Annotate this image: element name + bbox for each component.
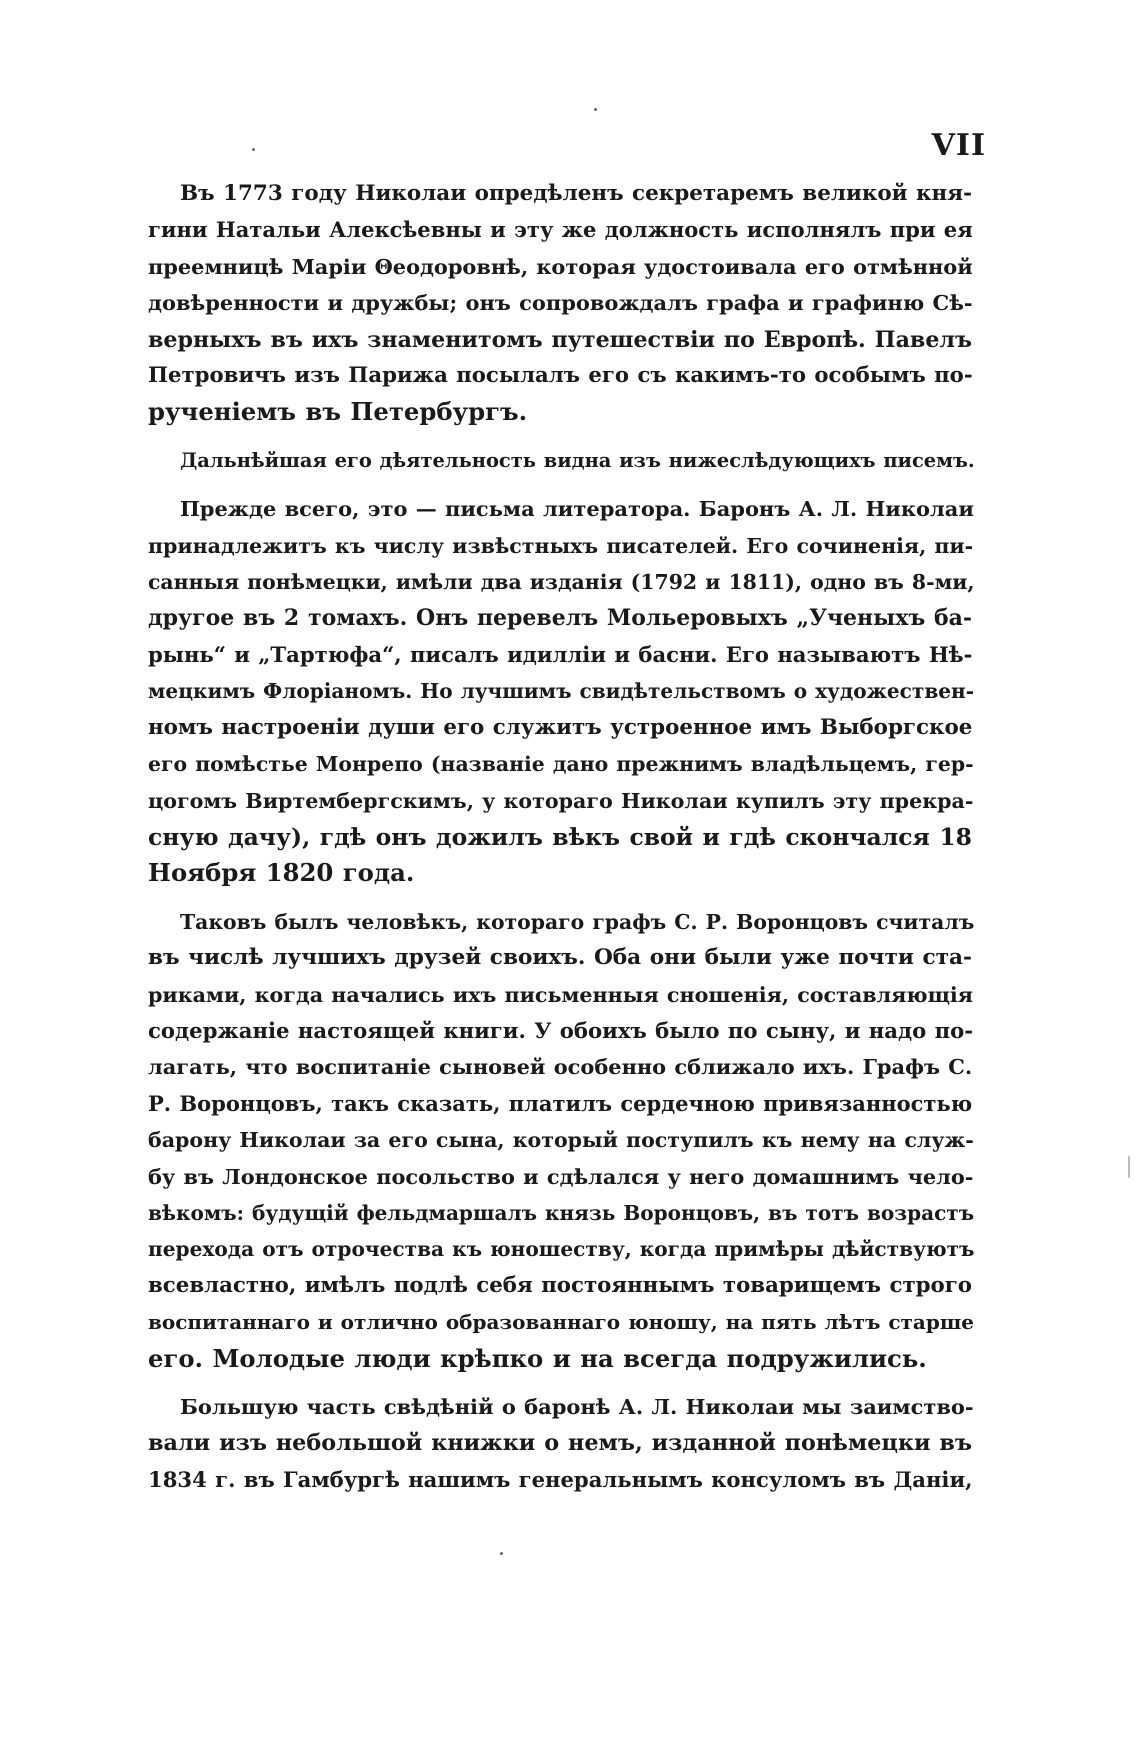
text-line: 1834 г. въ Гамбургѣ нашимъ генеральнымъ консуломъ въ Даніи, xyxy=(148,1466,973,1492)
text-line: номъ настроеніи души его служитъ устроенное имъ Выборгское xyxy=(148,714,973,740)
text-line: Таковъ былъ человѣкъ, котораго графъ С. Р. Воронцовъ считалъ xyxy=(180,909,975,934)
text-line: бу въ Лондонское посольство и сдѣлался у него домашнимъ чело- xyxy=(148,1163,974,1189)
text-line: Большую часть свѣдѣній о баронѣ А. Л. Николаи мы заимство- xyxy=(180,1394,974,1419)
paragraph xyxy=(116,443,975,479)
print-speck xyxy=(594,108,597,111)
text-line: Прежде всего, это — письма литератора. Баронъ А. Л. Николаи xyxy=(180,496,974,522)
text-line: довѣренности и дружбы; онъ сопровождалъ графа и графиню Сѣ- xyxy=(148,290,973,316)
text-line: другое въ 2 томахъ. Онъ перевелъ Мольеровыхъ „Ученыхъ ба- xyxy=(148,605,972,632)
paragraph xyxy=(116,491,975,891)
text-line: содержаніе настоящей книги. У обоихъ было по сыну, и надо по- xyxy=(148,1017,974,1043)
text-line: принадлежитъ къ числу извѣстныхъ писателей. Его сочиненія, пи- xyxy=(148,533,974,558)
text-line: его помѣстье Монрепо (названіе дано прежнимъ владѣльцемъ, гер- xyxy=(148,752,974,777)
text-line: вали изъ небольшой книжки о немъ, изданной понѣмецки въ xyxy=(148,1430,972,1457)
paragraph xyxy=(116,904,975,1377)
print-speck xyxy=(1128,1156,1130,1178)
paragraph xyxy=(116,176,972,431)
print-speck xyxy=(500,1552,503,1555)
text-line: барону Николаи за его сына, который поступилъ къ нему на служ- xyxy=(148,1128,974,1153)
text-line: преемницѣ Маріи Θеодоровнѣ, которая удостоивала его отмѣнной xyxy=(148,253,973,279)
text-line: цогомъ Виртембергскимъ, у котораго Николаи купилъ эту прекра- xyxy=(148,788,974,813)
text-line: мецкимъ Флоріаномъ. Но лучшимъ свидѣтельствомъ о художествен- xyxy=(148,679,975,704)
text-line: рынь“ и „Тартюфа“, писалъ идилліи и басни. Его называютъ Нѣ- xyxy=(148,641,973,667)
text-line: гини Натальи Алексѣевны и эту же должность исполнялъ при ея xyxy=(148,217,973,243)
text-line: его. Молодые люди крѣпко и на всегда подружились. xyxy=(148,1343,927,1373)
body-text xyxy=(116,176,975,1510)
text-line: Р. Воронцовъ, такъ сказать, платилъ сердечною привязанностью xyxy=(148,1090,973,1116)
text-line: сную дачу), гдѣ онъ дожилъ вѣкъ свой и гдѣ скончался 18 xyxy=(148,822,972,851)
text-line: въ числѣ лучшихъ друзей своихъ. Оба они были уже почти ста- xyxy=(148,945,972,971)
text-line: Петровичъ изъ Парижа посылалъ его съ какимъ-то особымъ по- xyxy=(148,363,973,389)
text-line: санныя понѣмецки, имѣли два изданія (1792 и 1811), одно въ 8-ми, xyxy=(148,570,975,595)
text-line: вѣкомъ: будущій фельдмаршалъ князь Воронцовъ, въ тотъ возрастъ xyxy=(148,1200,975,1225)
paragraph xyxy=(116,1389,972,1498)
text-line: Ноября 1820 года. xyxy=(148,858,415,888)
text-line: лагать, что воспитаніе сыновей особенно сближало ихъ. Графъ С. xyxy=(148,1054,973,1080)
print-speck xyxy=(252,148,255,151)
text-line: Дальнѣйшая его дѣятельность видна изъ нижеслѣдующихъ писемъ. xyxy=(180,448,975,472)
text-line: Въ 1773 году Николаи опредѣленъ секретаремъ великой кня- xyxy=(180,181,973,206)
text-line: воспитаннаго и отлично образованнаго юношу, на пять лѣтъ старше xyxy=(148,1310,975,1335)
text-line: перехода отъ отрочества къ юношеству, когда примѣры дѣйствуютъ xyxy=(148,1237,975,1262)
page-number: VII xyxy=(931,128,986,163)
text-line: рученіемъ въ Петербургъ. xyxy=(148,397,528,427)
text-line: верныхъ въ ихъ знаменитомъ путешествіи по Европѣ. Павелъ xyxy=(148,326,972,353)
text-line: всевластно, имѣлъ подлѣ себя постояннымъ товарищемъ строго xyxy=(148,1272,972,1298)
text-line: риками, когда начались ихъ письменныя сношенія, составляющія xyxy=(148,982,974,1007)
